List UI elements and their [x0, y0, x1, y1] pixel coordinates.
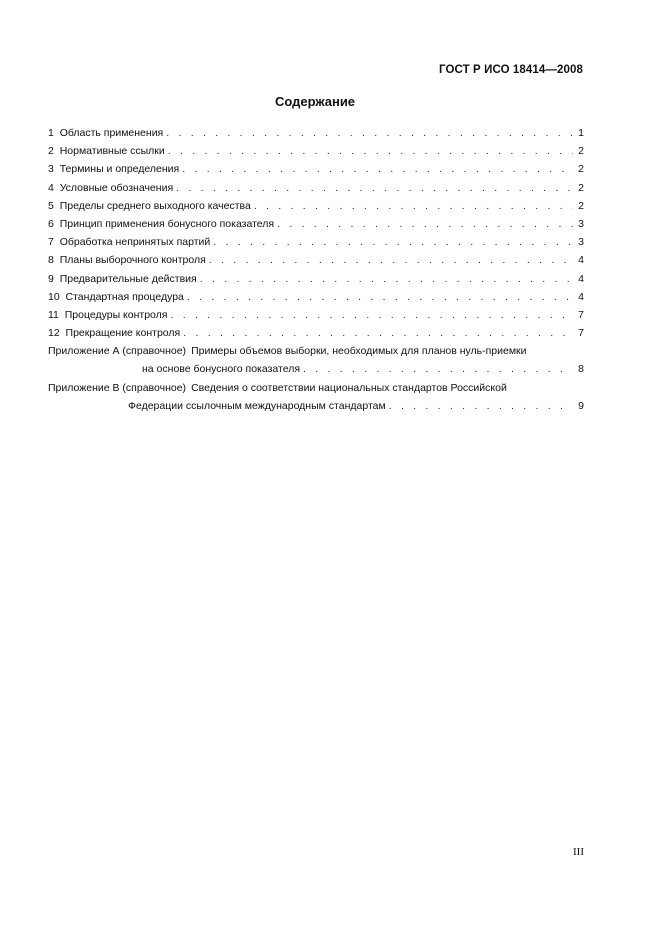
toc-entry-title: Область применения — [59, 127, 164, 139]
toc-entry-page: 2 — [578, 181, 584, 194]
leader-dots — [182, 160, 573, 178]
toc-entry-8[interactable] — [48, 251, 584, 269]
annex-label: Приложение А (справочное) — [48, 345, 187, 358]
leader-dots — [187, 288, 573, 306]
toc-annex-a[interactable] — [48, 342, 584, 378]
toc-entry-page: 4 — [578, 272, 584, 285]
toc-entry-page: 7 — [578, 308, 584, 321]
toc-entry-number: 2 — [48, 145, 54, 158]
toc-entry-title: Обработка непринятых партий — [59, 236, 211, 249]
page-number: III — [573, 846, 584, 858]
toc-entry-number: 1 — [48, 127, 54, 139]
leader-dots — [176, 179, 573, 197]
table-of-contents — [48, 124, 584, 415]
toc-entry-title: Условные обозначения — [59, 181, 174, 194]
leader-dots — [166, 124, 573, 142]
toc-entry-number: 6 — [48, 217, 54, 230]
toc-entry-page: 4 — [578, 254, 584, 267]
toc-entry-number: 11 — [48, 308, 59, 321]
toc-entry-title: Планы выборочного контроля — [59, 254, 206, 267]
leader-dots — [277, 215, 573, 233]
toc-entry-1[interactable] — [48, 124, 584, 142]
toc-entry-number: 4 — [48, 181, 54, 194]
toc-entry-number: 5 — [48, 199, 54, 212]
leader-dots — [170, 306, 573, 324]
annex-title-line2: на основе бонусного показателя — [142, 363, 301, 376]
toc-entry-11[interactable] — [48, 306, 584, 324]
leader-dots — [183, 324, 573, 342]
toc-entry-number: 8 — [48, 254, 54, 267]
toc-entry-number: 12 — [48, 327, 60, 340]
toc-heading: Содержание — [274, 94, 356, 109]
leader-dots — [254, 197, 573, 215]
toc-entry-number: 3 — [48, 163, 54, 176]
toc-entry-number: 9 — [48, 272, 54, 285]
toc-entry-12[interactable] — [48, 324, 584, 342]
toc-entry-title: Принцип применения бонусного показателя — [59, 217, 275, 230]
toc-entry-title: Процедуры контроля — [64, 308, 168, 321]
toc-entry-page: 4 — [578, 290, 584, 303]
toc-entry-page: 2 — [578, 145, 584, 158]
toc-entry-7[interactable] — [48, 233, 584, 251]
toc-entry-title: Предварительные действия — [59, 272, 197, 285]
toc-entry-title: Нормативные ссылки — [59, 145, 165, 158]
toc-entry-title: Термины и определения — [59, 163, 180, 176]
annex-title-line1: Сведения о соответствии национальных стандартов Российской — [191, 381, 507, 394]
toc-entry-title: Прекращение контроля — [65, 327, 181, 340]
toc-entry-number: 7 — [48, 236, 54, 249]
toc-entry-page: 9 — [578, 399, 584, 412]
toc-entry-6[interactable] — [48, 215, 584, 233]
toc-entry-page: 7 — [578, 327, 584, 340]
toc-entry-title: Стандартная процедура — [65, 290, 184, 303]
toc-entry-number: 10 — [48, 290, 60, 303]
leader-dots — [389, 397, 573, 415]
annex-title-line2: Федерации ссылочным международным стандартам — [128, 399, 386, 412]
toc-entry-9[interactable] — [48, 270, 584, 288]
toc-entry-3[interactable] — [48, 160, 584, 178]
leader-dots — [168, 142, 573, 160]
toc-entry-title: Пределы среднего выходного качества — [59, 199, 251, 212]
toc-entry-page: 1 — [578, 127, 584, 139]
toc-entry-page: 2 — [578, 199, 584, 212]
toc-entry-page: 2 — [578, 163, 584, 176]
toc-entry-4[interactable] — [48, 179, 584, 197]
annex-title-line1: Примеры объемов выборки, необходимых для планов нуль-приемки — [191, 345, 527, 358]
toc-entry-page: 3 — [578, 236, 584, 249]
toc-entry-page: 3 — [578, 217, 584, 230]
leader-dots — [209, 251, 573, 269]
toc-entry-10[interactable] — [48, 288, 584, 306]
document-id: ГОСТ Р ИСО 18414—2008 — [438, 64, 583, 76]
toc-annex-b[interactable] — [48, 379, 584, 415]
toc-entry-page: 8 — [578, 363, 584, 376]
toc-entry-5[interactable] — [48, 197, 584, 215]
leader-dots — [200, 270, 573, 288]
annex-label: Приложение В (справочное) — [48, 381, 187, 394]
toc-entry-2[interactable] — [48, 142, 584, 160]
leader-dots — [213, 233, 573, 251]
leader-dots — [303, 360, 573, 378]
